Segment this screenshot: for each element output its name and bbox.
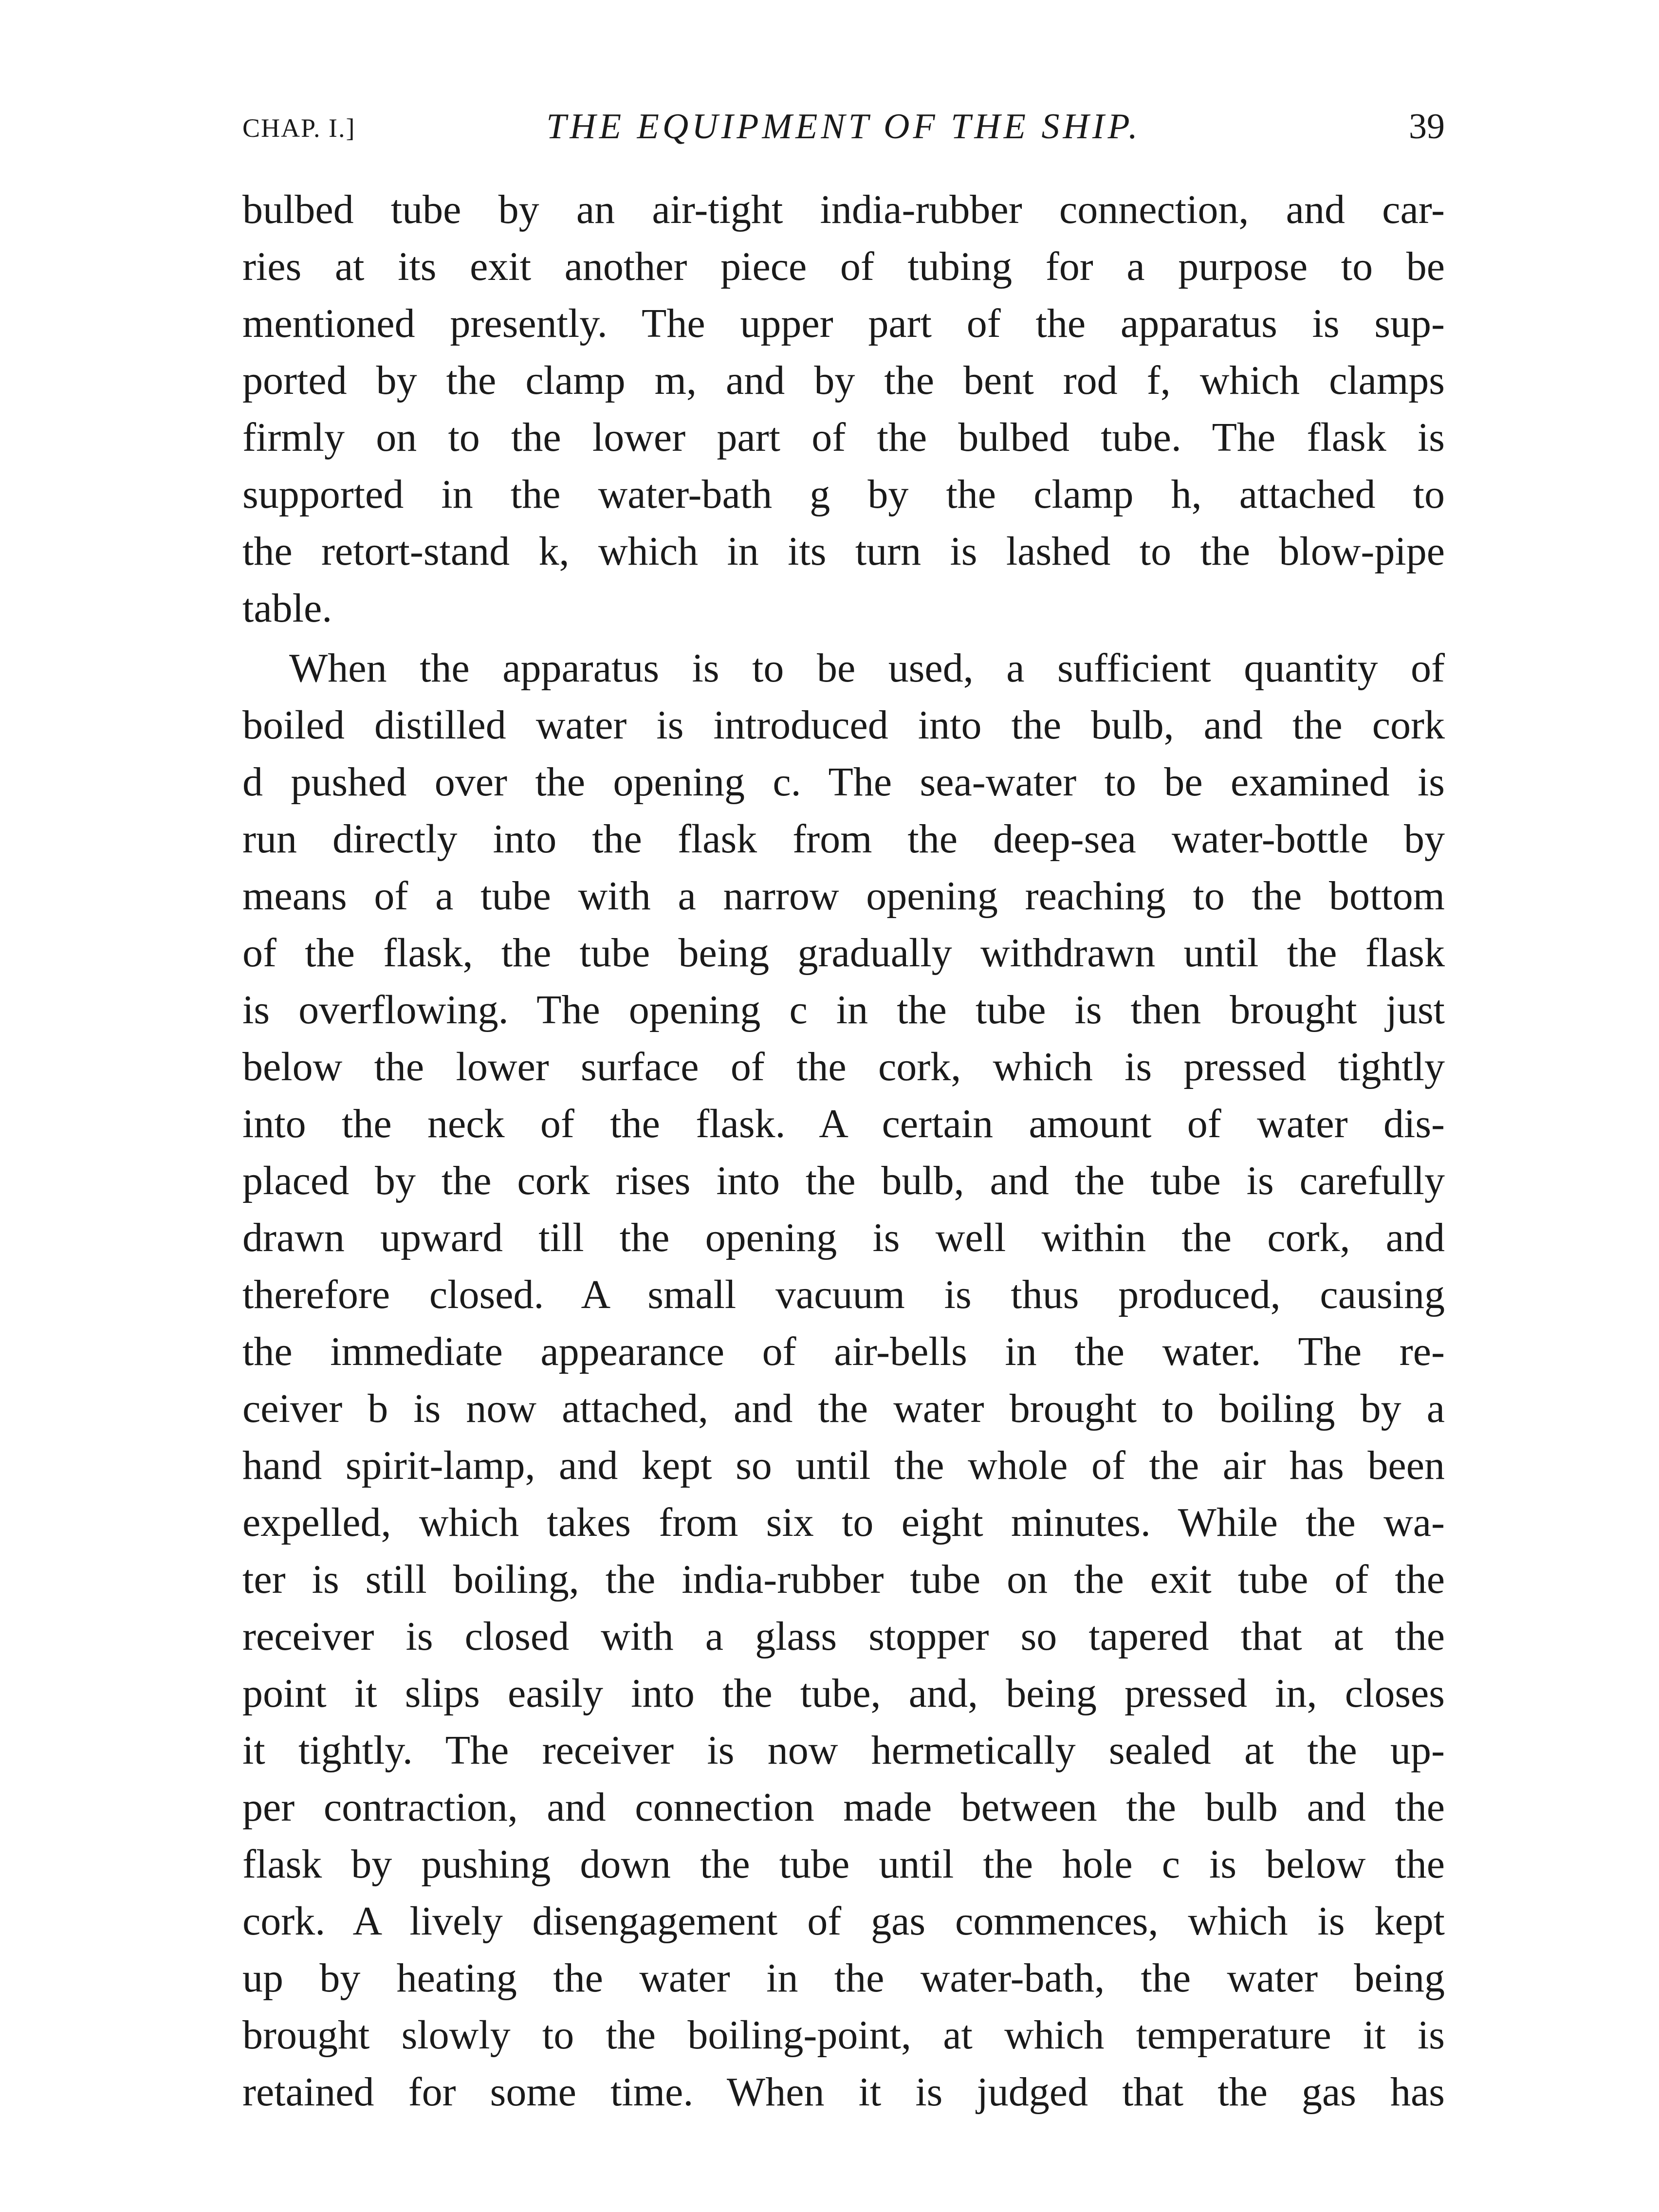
- text-line: the immediate appearance of air-bells in the water. The re-: [242, 1329, 1445, 1374]
- page-number: 39: [1409, 107, 1445, 147]
- text-line: hand spirit-lamp, and kept so until the whole of the air has been: [242, 1443, 1445, 1488]
- text-line: therefore closed. A small vacuum is thus produced, causing: [242, 1272, 1445, 1317]
- text-line: ter is still boiling, the india-rubber tube on the exit tube of the: [242, 1557, 1445, 1602]
- text-line: mentioned presently. The upper part of the apparatus is sup-: [242, 301, 1445, 346]
- text-line: into the neck of the flask. A certain amount of water dis-: [242, 1101, 1445, 1146]
- text-line: flask by pushing down the tube until the hole c is below the: [242, 1842, 1445, 1887]
- text-line: retained for some time. When it is judged that the gas has: [242, 2069, 1445, 2115]
- text-line: per contraction, and connection made between the bulb and the: [242, 1785, 1445, 1830]
- text-line: the retort-stand k, which in its turn is lashed to the blow-pipe: [242, 529, 1445, 574]
- text-line: bulbed tube by an air-tight india-rubber connection, and car-: [242, 187, 1445, 232]
- text-line: is overflowing. The opening c in the tube is then brought just: [242, 987, 1445, 1032]
- text-line: up by heating the water in the water-bath, the water being: [242, 1955, 1445, 2001]
- running-head: [242, 106, 1445, 150]
- text-line: placed by the cork rises into the bulb, and the tube is carefully: [242, 1158, 1445, 1203]
- paragraph-1: [242, 181, 1445, 637]
- text-line: firmly on to the lower part of the bulbed tube. The flask is: [242, 415, 1445, 460]
- text-line: When the apparatus is to be used, a sufficient quantity of: [289, 645, 1445, 691]
- text-line: boiled distilled water is introduced into the bulb, and the cork: [242, 702, 1445, 748]
- text-line: supported in the water-bath g by the clamp h, attached to: [242, 472, 1445, 517]
- text-line: receiver is closed with a glass stopper so tapered that at the: [242, 1614, 1445, 1659]
- text-line: it tightly. The receiver is now hermetically sealed at the up-: [242, 1728, 1445, 1773]
- text-line: expelled, which takes from six to eight minutes. While the wa-: [242, 1500, 1445, 1545]
- body-text: [242, 181, 1445, 2120]
- text-line: table.: [242, 586, 332, 631]
- page-title: THE EQUIPMENT OF THE SHIP.: [546, 107, 1141, 147]
- text-line: below the lower surface of the cork, which is pressed tightly: [242, 1044, 1445, 1089]
- text-line: means of a tube with a narrow opening reaching to the bottom: [242, 873, 1445, 919]
- text-line: brought slowly to the boiling-point, at which temperature it is: [242, 2012, 1445, 2058]
- text-line: ceiver b is now attached, and the water brought to boiling by a: [242, 1386, 1445, 1431]
- text-line: cork. A lively disengagement of gas commences, which is kept: [242, 1899, 1445, 1944]
- paragraph-2: [242, 640, 1445, 2120]
- text-line: ported by the clamp m, and by the bent rod f, which clamps: [242, 358, 1445, 403]
- text-line: run directly into the flask from the deep-sea water-bottle by: [242, 816, 1445, 862]
- chapter-label: CHAP. I.]: [242, 113, 356, 143]
- text-line: drawn upward till the opening is well within the cork, and: [242, 1215, 1445, 1260]
- text-line: d pushed over the opening c. The sea-water to be examined is: [242, 759, 1445, 805]
- text-line: ries at its exit another piece of tubing for a purpose to be: [242, 244, 1445, 289]
- text-line: point it slips easily into the tube, and, being pressed in, closes: [242, 1671, 1445, 1716]
- text-line: of the flask, the tube being gradually withdrawn until the flask: [242, 930, 1445, 976]
